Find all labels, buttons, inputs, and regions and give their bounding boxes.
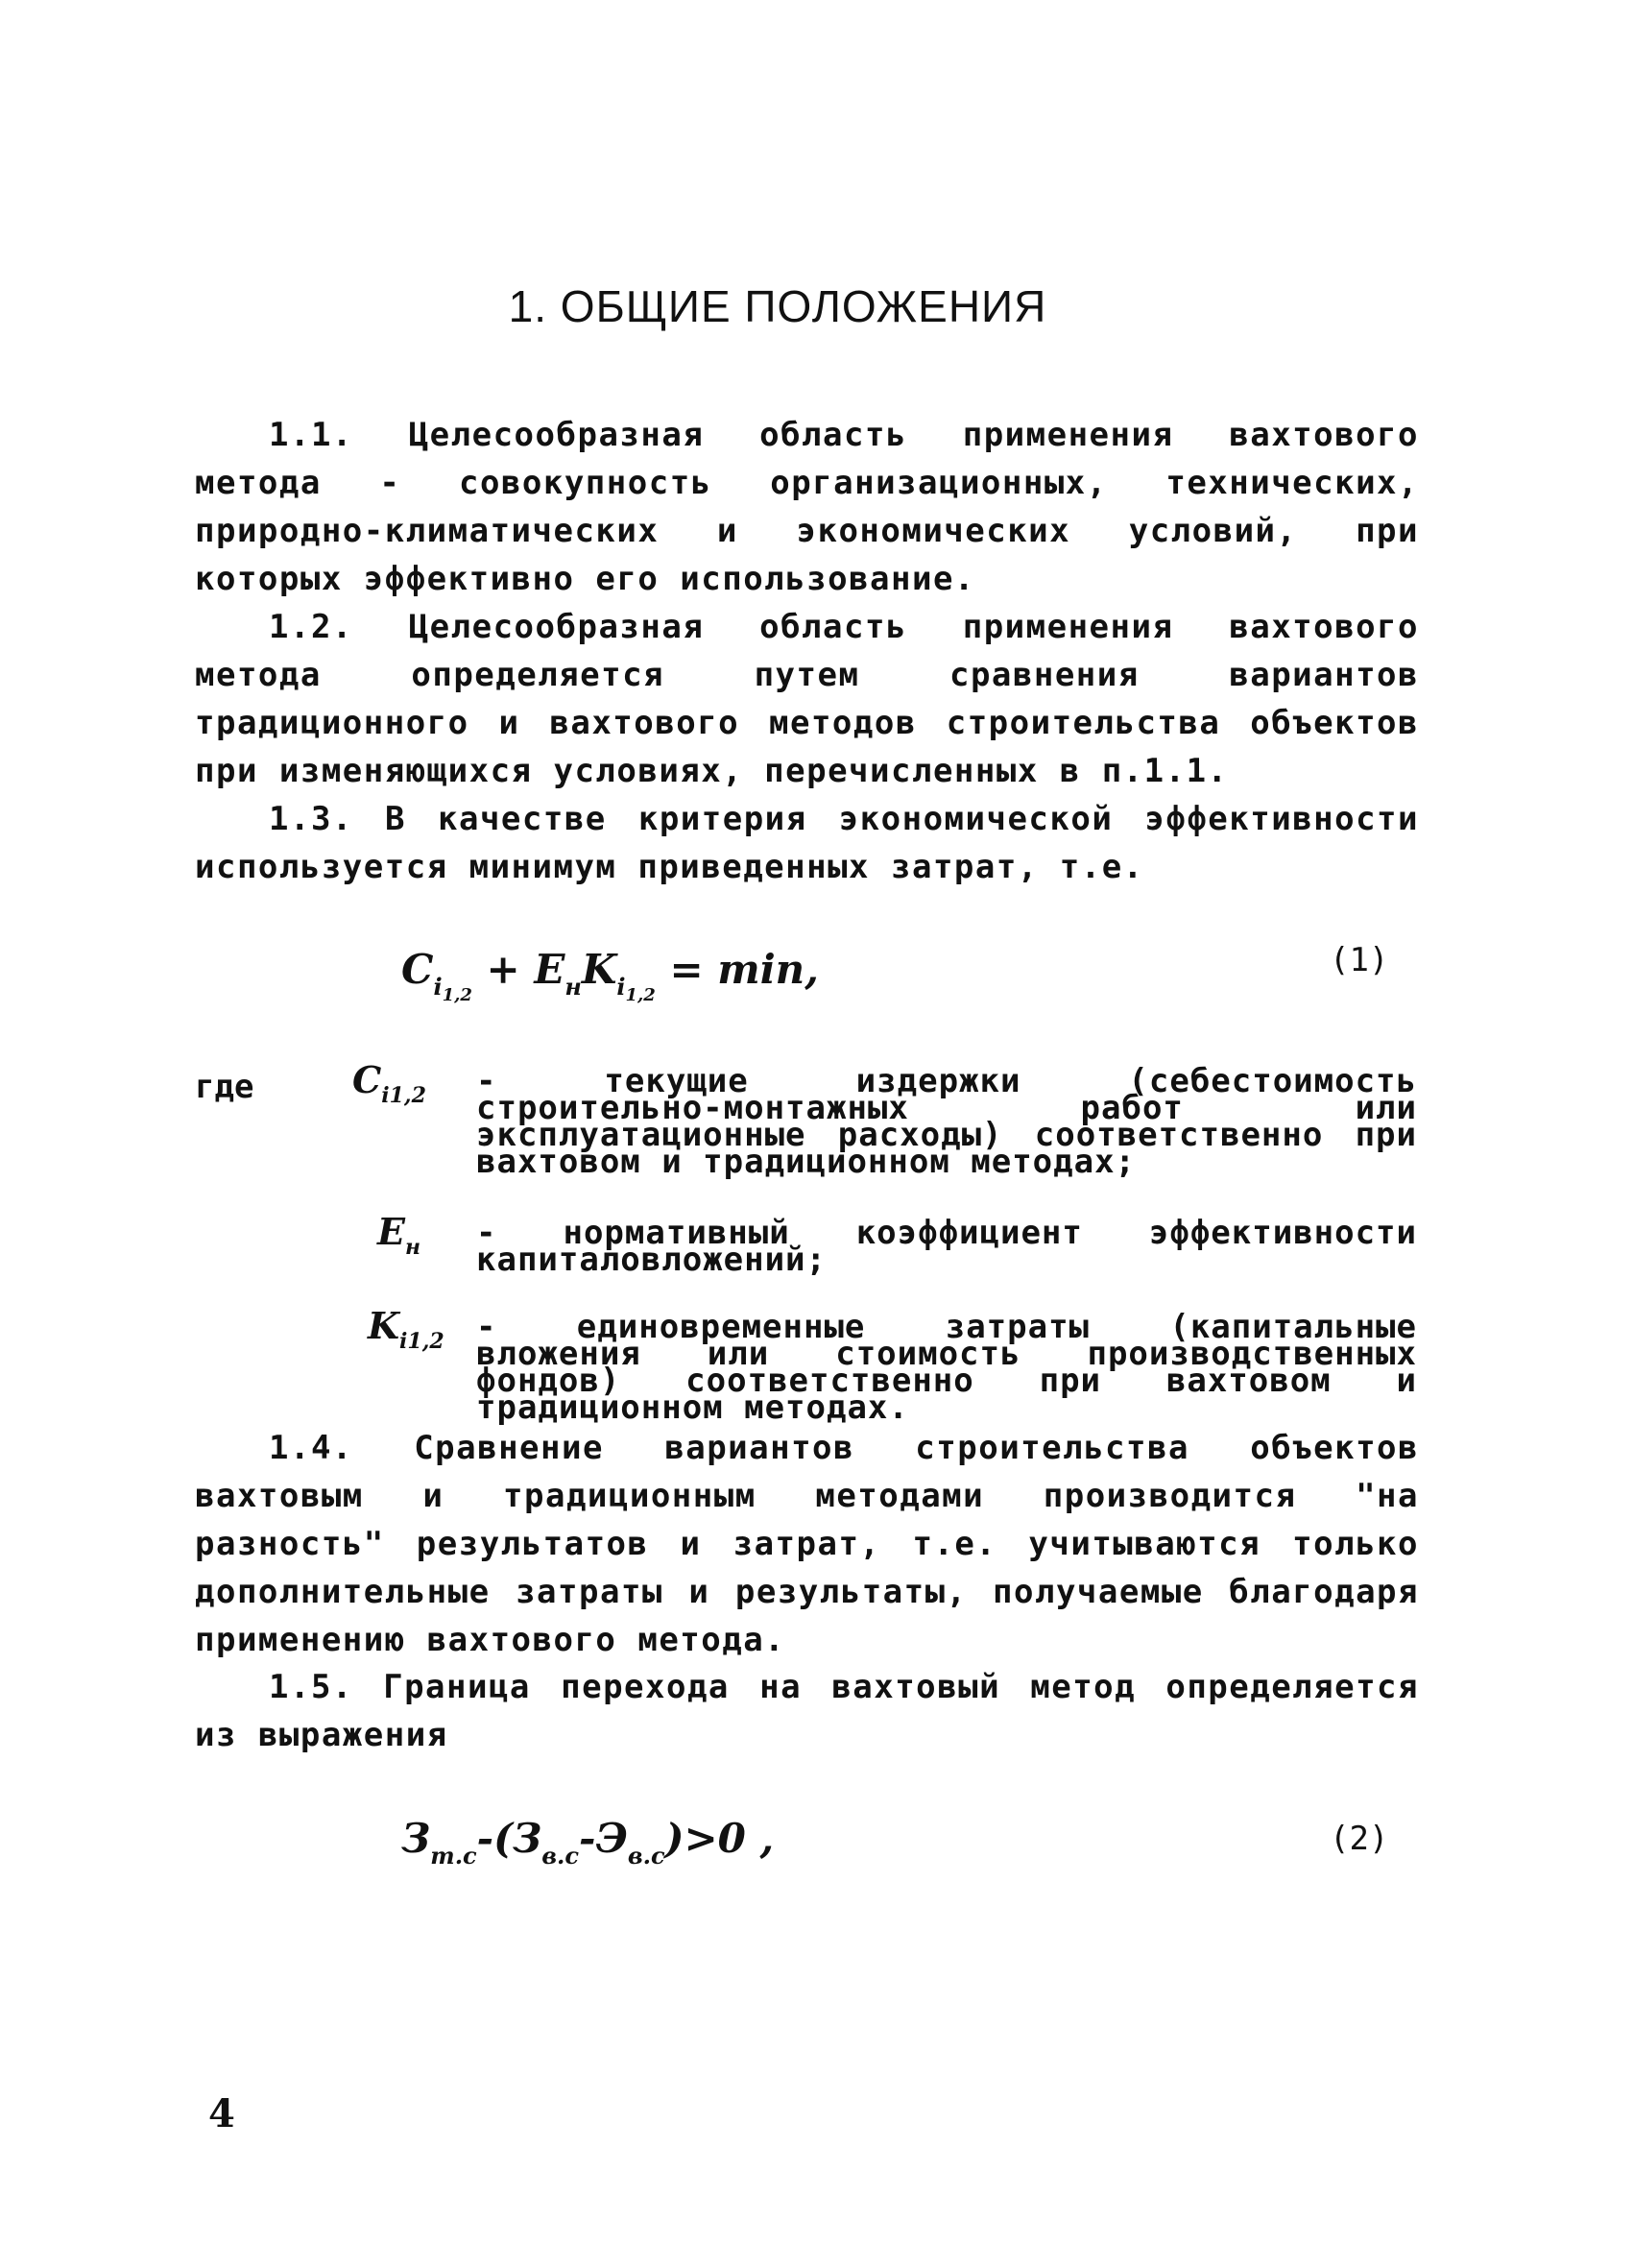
definition-2-symbol-sub: н (404, 1235, 421, 1260)
definition-2-symbol-letter: E (377, 1210, 405, 1253)
definition-1-symbol (352, 1058, 426, 1108)
formula-2-e: Э (595, 1815, 628, 1862)
formula-2-open: ( (493, 1815, 513, 1862)
paragraph-1-3-text: 1.3. В качестве критерия экономической эффективности используется минимум приведенных затрат, т.е. (195, 800, 1419, 886)
section-heading: 1. ОБЩИЕ ПОЛОЖЕНИЯ (508, 281, 1047, 331)
formula-1-c: C (401, 946, 434, 993)
formula-1-c-sub: i (433, 973, 443, 1001)
paragraph-1-5 (195, 1663, 1419, 1759)
formula-2-z2-sub: в.с (541, 1842, 580, 1870)
definition-3-symbol (368, 1304, 444, 1354)
formula-1-c-subsub: 1,2 (442, 985, 472, 1005)
definition-3-symbol-letter: K (368, 1304, 400, 1347)
page-number: 4 (208, 2091, 235, 2136)
paragraph-1-4 (195, 1424, 1419, 1664)
formula-2-e-sub: в.с (627, 1842, 665, 1870)
definition-2-text: - нормативный коэффициент эффективности капиталовложений; (476, 1214, 1417, 1279)
where-label: где (195, 1068, 254, 1106)
paragraph-1-2 (195, 603, 1419, 795)
definition-3-text: - единовременные затраты (капитальные вложения или стоимость производственных фондов) соответственно при вахтовом и традиционном методах. (476, 1308, 1417, 1427)
formula-2-minus2: - (579, 1815, 596, 1862)
definition-1-symbol-sub: i1,2 (381, 1083, 426, 1108)
formula-1-rhs: min (717, 946, 805, 993)
paragraph-1-1-text: 1.1. Целесообразная область применения вахтового метода - совокупность организационных, технических, природно-климатических и экономических условий, при которых эффективно его использование. (195, 416, 1419, 598)
equation-number-2: (2) (1330, 1820, 1389, 1858)
formula-2-z2: З (512, 1815, 542, 1862)
definition-2-symbol (377, 1210, 420, 1260)
equation-number-1: (1) (1330, 941, 1389, 979)
formula-2-comma: , (759, 1815, 775, 1862)
formula-2-minus1: - (476, 1815, 494, 1862)
formula-2-close: ) (664, 1815, 684, 1862)
paragraph-1-4-text: 1.4. Сравнение вариантов строительства объектов вахтовым и традиционным методами производится "на разность" результатов и затрат, т.е. учитываются только дополнительные затраты и результаты, получаемые благодаря применению вахтового метода. (195, 1429, 1419, 1659)
formula-1-k: K (581, 946, 617, 993)
formula-1-eq: = (669, 946, 704, 993)
formula-2-rel: >0 (684, 1815, 746, 1862)
paragraph-1-3 (195, 795, 1419, 891)
formula-2 (401, 1815, 774, 1870)
paragraph-1-2-text: 1.2. Целесообразная область применения вахтового метода определяется путем сравнения вариантов традиционного и вахтового методов строительства объектов при изменяющихся условиях, перечисленных в п.1.1. (195, 608, 1419, 790)
formula-2-z1-sub: т.с (430, 1842, 477, 1870)
definition-1-text: - текущие издержки (себестоимость строительно-монтажных работ или эксплуатационные расходы) соответственно при вахтовом и традиционном методах; (476, 1062, 1417, 1181)
formula-1-e-sub: н (564, 973, 582, 1001)
formula-1-comma: , (804, 946, 819, 993)
formula-2-z1: З (401, 1815, 431, 1862)
formula-1-e: E (534, 946, 565, 993)
formula-1-plus: + (486, 946, 520, 993)
formula-1-k-subsub: 1,2 (625, 985, 656, 1005)
paragraph-1-1 (195, 411, 1419, 603)
formula-1-k-sub: i (616, 973, 626, 1001)
definition-3-symbol-sub: i1,2 (399, 1329, 444, 1354)
paragraph-1-5-text: 1.5. Граница перехода на вахтовый метод определяется из выражения (195, 1668, 1419, 1754)
formula-1 (401, 946, 819, 1005)
definition-1-symbol-letter: C (352, 1058, 382, 1101)
